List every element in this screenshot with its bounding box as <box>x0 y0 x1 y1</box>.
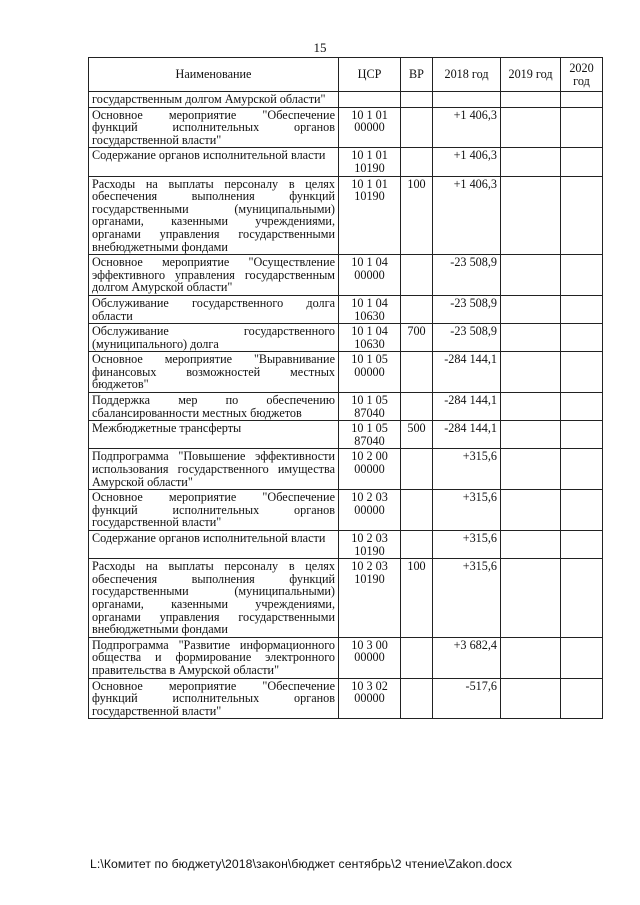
table-row <box>89 637 603 678</box>
row-2020 <box>561 678 603 719</box>
table-row <box>89 449 603 490</box>
row-vr <box>401 352 433 393</box>
row-2018: -284 144,1 <box>433 421 501 449</box>
row-name: Обслуживание государственного долга области <box>89 295 339 323</box>
row-csr: 10 2 03 10190 <box>339 559 401 638</box>
row-csr: 10 1 04 10630 <box>339 324 401 352</box>
row-2018: +315,6 <box>433 449 501 490</box>
row-vr: 700 <box>401 324 433 352</box>
table-row <box>89 107 603 148</box>
row-name: Межбюджетные трансферты <box>89 421 339 449</box>
row-csr: 10 1 05 00000 <box>339 352 401 393</box>
row-2018: +315,6 <box>433 531 501 559</box>
row-2020 <box>561 559 603 638</box>
row-2020 <box>561 449 603 490</box>
row-vr: 100 <box>401 176 433 255</box>
row-name: Поддержка мер по обеспечению сбалансированности местных бюджетов <box>89 393 339 421</box>
row-name: Основное мероприятие "Выравнивание финансовых возможностей местных бюджетов" <box>89 352 339 393</box>
row-2019 <box>501 324 561 352</box>
row-2020 <box>561 295 603 323</box>
row-2019 <box>501 255 561 296</box>
row-csr: 10 1 01 10190 <box>339 176 401 255</box>
table-row <box>89 295 603 323</box>
row-2018: -23 508,9 <box>433 295 501 323</box>
row-vr <box>401 678 433 719</box>
row-2019 <box>501 92 561 108</box>
row-2020 <box>561 324 603 352</box>
row-csr: 10 2 03 00000 <box>339 490 401 531</box>
table-row <box>89 490 603 531</box>
row-2020 <box>561 421 603 449</box>
row-2020 <box>561 148 603 176</box>
row-2019 <box>501 449 561 490</box>
budget-table <box>88 57 603 719</box>
row-csr: 10 1 05 87040 <box>339 393 401 421</box>
row-name: Содержание органов исполнительной власти <box>89 531 339 559</box>
row-name: Основное мероприятие "Осуществление эффективного управления государственным долгом Амурской области" <box>89 255 339 296</box>
row-2018: +1 406,3 <box>433 107 501 148</box>
row-name: Обслуживание государственного (муниципального) долга <box>89 324 339 352</box>
row-csr: 10 1 04 00000 <box>339 255 401 296</box>
document-file-path: L:\Комитет по бюджету\2018\закон\бюджет сентябрь\2 чтение\Zakon.docx <box>90 857 513 871</box>
table-body <box>89 92 603 719</box>
row-name: Содержание органов исполнительной власти <box>89 148 339 176</box>
row-vr <box>401 295 433 323</box>
row-vr <box>401 449 433 490</box>
row-csr: 10 1 05 87040 <box>339 421 401 449</box>
row-2019 <box>501 295 561 323</box>
row-2020 <box>561 531 603 559</box>
row-2019 <box>501 176 561 255</box>
row-2018: -284 144,1 <box>433 393 501 421</box>
row-2018: +1 406,3 <box>433 148 501 176</box>
row-2020 <box>561 107 603 148</box>
row-vr <box>401 490 433 531</box>
table-row <box>89 393 603 421</box>
row-2018: -23 508,9 <box>433 324 501 352</box>
table-row <box>89 421 603 449</box>
row-2019 <box>501 107 561 148</box>
row-name: государственным долгом Амурской области" <box>89 92 339 108</box>
row-csr <box>339 92 401 108</box>
header-csr: ЦСР <box>339 58 401 92</box>
row-2020 <box>561 393 603 421</box>
table-row <box>89 148 603 176</box>
row-vr <box>401 637 433 678</box>
row-2018: -284 144,1 <box>433 352 501 393</box>
header-name: Наименование <box>89 58 339 92</box>
table-row <box>89 559 603 638</box>
table-row <box>89 176 603 255</box>
table-header-row <box>89 58 603 92</box>
table-row <box>89 92 603 108</box>
row-2019 <box>501 490 561 531</box>
row-2020 <box>561 92 603 108</box>
row-2020 <box>561 255 603 296</box>
row-2019 <box>501 393 561 421</box>
row-2018: +3 682,4 <box>433 637 501 678</box>
row-2018: +1 406,3 <box>433 176 501 255</box>
row-2019 <box>501 352 561 393</box>
table-row <box>89 324 603 352</box>
row-2020 <box>561 176 603 255</box>
row-name: Основное мероприятие "Обеспечение функций исполнительных органов государственной власти" <box>89 490 339 531</box>
row-csr: 10 2 03 10190 <box>339 531 401 559</box>
row-csr: 10 3 02 00000 <box>339 678 401 719</box>
row-2018: -23 508,9 <box>433 255 501 296</box>
header-2018: 2018 год <box>433 58 501 92</box>
row-2020 <box>561 490 603 531</box>
header-vr: ВР <box>401 58 433 92</box>
row-csr: 10 1 04 10630 <box>339 295 401 323</box>
row-vr <box>401 255 433 296</box>
row-csr: 10 2 00 00000 <box>339 449 401 490</box>
row-name: Расходы на выплаты персоналу в целях обеспечения выполнения функций государственными (муниципальными) органами, казенными учреждениями, органами управления государственными внебюджетными фондами <box>89 559 339 638</box>
row-2019 <box>501 678 561 719</box>
row-vr <box>401 92 433 108</box>
row-name: Подпрограмма "Развитие информационного общества и формирование электронного правительства в Амурской области" <box>89 637 339 678</box>
row-2019 <box>501 421 561 449</box>
row-2018: +315,6 <box>433 559 501 638</box>
row-name: Расходы на выплаты персоналу в целях обеспечения выполнения функций государственными (муниципальными) органами, казенными учреждениями, органами управления государственными внебюджетными фондами <box>89 176 339 255</box>
row-vr: 500 <box>401 421 433 449</box>
row-vr <box>401 393 433 421</box>
row-name: Основное мероприятие "Обеспечение функций исполнительных органов государственной власти" <box>89 107 339 148</box>
row-name: Основное мероприятие "Обеспечение функций исполнительных органов государственной власти" <box>89 678 339 719</box>
row-csr: 10 3 00 00000 <box>339 637 401 678</box>
table-row <box>89 531 603 559</box>
table-row <box>89 678 603 719</box>
header-2019: 2019 год <box>501 58 561 92</box>
row-csr: 10 1 01 00000 <box>339 107 401 148</box>
row-2019 <box>501 559 561 638</box>
row-2018 <box>433 92 501 108</box>
row-2019 <box>501 148 561 176</box>
row-vr <box>401 531 433 559</box>
header-2020: 2020 год <box>561 58 603 92</box>
row-csr: 10 1 01 10190 <box>339 148 401 176</box>
row-2019 <box>501 531 561 559</box>
row-vr <box>401 107 433 148</box>
row-2019 <box>501 637 561 678</box>
row-name: Подпрограмма "Повышение эффективности использования государственного имущества Амурской области" <box>89 449 339 490</box>
row-vr <box>401 148 433 176</box>
row-2020 <box>561 352 603 393</box>
row-vr: 100 <box>401 559 433 638</box>
row-2018: -517,6 <box>433 678 501 719</box>
row-2020 <box>561 637 603 678</box>
table-row <box>89 255 603 296</box>
row-2018: +315,6 <box>433 490 501 531</box>
page-number: 15 <box>313 40 327 55</box>
table-row <box>89 352 603 393</box>
